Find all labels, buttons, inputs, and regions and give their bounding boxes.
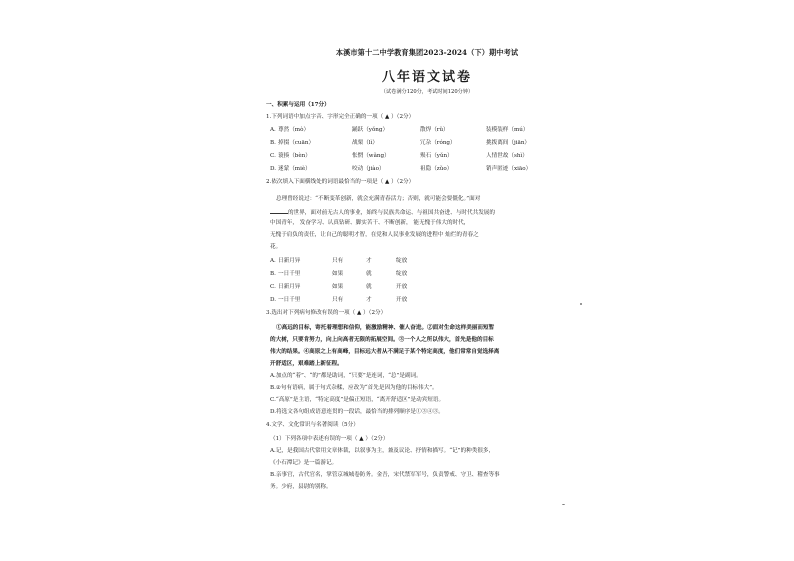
- q2-passage-line: 无愧于肩负的责任，让自己的聪明才智，在党和人民事业发展的进程中 灿烂的青春之: [270, 232, 479, 238]
- q3-option-d: D.将选文各句组成语意连贯的一段话，最恰当的排列顺序是①③④③。: [270, 409, 444, 415]
- q2-passage-line: 总理曾经说过：“不断变革创新，就会充满青春活力；否则，就可能会要僵化。”面对: [276, 196, 481, 202]
- school-header: 本溪市第十二中学教育集团2023-2024（下）期中考试: [335, 48, 519, 57]
- q4-heading: 4.文学、文化常识与名著阅读（5分）: [266, 422, 359, 428]
- q1-stem: 1.下列词语中加点字音、字形完全正确的一项（ ▲ ）（2分）: [266, 114, 415, 120]
- q2-passage-line: 中国青年， 发奋学习、认真钻研、脚实苦干、不断创新， 能无愧于伟大的时代，: [270, 220, 470, 226]
- scan-speck: [580, 303, 582, 305]
- q4-sub1-stem: （1）下列各项中表述有误的一项（ ▲ ）（2分）: [270, 436, 389, 442]
- q4-option-line: A.记，是我国古代常用文章体裁，以叙事为主，兼及议论、抒情和描写。“记”的种类很多，: [270, 448, 495, 454]
- scan-speck: [562, 504, 565, 505]
- q2-passage-line: 的世界，面对前无古人的事业，始终与民族共命运、与祖国共奋进、与时代共发展的: [270, 208, 495, 217]
- q2-passage-line: 花。: [270, 244, 282, 250]
- exam-sheet: 本溪市第十二中学教育集团2023-2024（下）期中考试 八年语文试卷 （试卷满分120分，考试时间120分钟） 一、积累与运用（17分） 1.下列词语中加点字音、字形完全正确的一项（ ▲ ）（2分） A. 尊然（mò） 踊跃（yǒng） 散焊（rǔ） 装模装样（mú） B. 掉掇（cuān） 战栗（lì） 冗杂（róng） 挑拨离间（jiān） C. 蓑揍（bèn） 怅惘（wǎng） 殒石（yǔn） 人情世故（shì） D. 迷蒙（miè） 咬动（jiào） 祖隐（zǔo） 销声匿迹（xiāo） 2.依次填入下面横线处的词语最恰当的一项是（ ▲ ）（2分） 总理曾经说过：“不断变革创新，就会充满青春活力；否则，就可能会要僵化。”面对 的世界，面对前无古人的事业，始终与民族共命运、与祖国共奋进、与时代共发展的 中国青年， 发奋学习、认真钻研、脚实苦干、不断创新， 能无愧于伟大的时代， 无愧于肩负的责任，让自己的聪明才智，在党和人民事业发展的进程中 灿烂的青春之 花。 A. 日新月异 只有 才 绽放 B. 一日千里 如果 就 绽放 C. 日新月异 如果 就 开放 D. 一日千里 只有 才 开放 3.选出对下列病句修改有误的一项（ ▲ ）（2分） ①高远的目标，寄托着理想和信仰，能激励精神、催人奋进。②面对生命这样美丽而短暂 的大树，只要肯努力，向上向高者无限的拓展空间。③一个人之所以伟大，首先是他的目标 伟大的结果。④高原之上有高峰，目标远大者从不满足于某个特定高度，他们常常自觉选择离 开舒适区，艰难踏上新征程。 A.加点的“着”、“的”都是助词，“只要”是连词，“总”是副词。 B.②句有语病，属于句式杂糅，应改为“首先是因为他的目标伟大”。 C.“高原”是主语，“特定高度”是偏正短语，“离开舒适区”是动宾短语。 D.将选文各句组成语意连贯的一段话，最恰当的排列顺序是①③④③。 4.文学、文化常识与名著阅读（5分） （1）下列各项中表述有误的一项（ ▲ ）（2分） A.记，是我国古代常用文章体裁，以叙事为主，兼及议论、抒情和描写。“记”的种类很多， 《小石潭记》是一篇游记。 B.亲事官，古代官名，掌管京城城卷防务。金吾，宋代禁军军号，负责警戒、守卫、稽查等事 务。少府，县尉的别称。: [262, 48, 588, 518]
- q3-passage-line: ①高远的目标，寄托着理想和信仰，能激励精神、催人奋进。②面对生命这样美丽而短暂: [276, 325, 495, 331]
- q3-option-c: C.“高原”是主语，“特定高度”是偏正短语，“离开舒适区”是动宾短语。: [270, 397, 445, 403]
- q3-passage-line: 开舒适区，艰难踏上新征程。: [270, 361, 343, 367]
- q3-option-b: B.②句有语病，属于句式杂糅，应改为“首先是因为他的目标伟大”。: [270, 385, 438, 391]
- section-heading-1: 一、积累与运用（17分）: [266, 102, 330, 108]
- q4-option-line: B.亲事官，古代官名，掌管京城城卷防务。金吾，宋代禁军军号，负责警戒、守卫、稽查等事: [270, 472, 500, 478]
- q3-passage-line: 的大树，只要肯努力，向上向高者无限的拓展空间。③一个人之所以伟大，首先是他的目标: [270, 337, 494, 343]
- q3-stem: 3.选出对下列病句修改有误的一项（ ▲ ）（2分）: [266, 310, 387, 316]
- exam-note: （试卷满分120分，考试时间120分钟）: [380, 89, 474, 95]
- q4-option-line: 务。少府，县尉的别称。: [270, 484, 332, 490]
- q3-passage-line: 伟大的结果。④高原之上有高峰，目标远大者从不满足于某个特定高度，他们常常自觉选择离: [270, 349, 500, 355]
- fill-blank: [270, 208, 288, 214]
- exam-title: 八年语文试卷: [381, 70, 472, 85]
- q3-option-a: A.加点的“着”、“的”都是助词，“只要”是连词，“总”是副词。: [270, 373, 422, 379]
- q2-stem: 2.依次填入下面横线处的词语最恰当的一项是（ ▲ ）（2分）: [266, 179, 415, 185]
- q4-option-line: 《小石潭记》是一篇游记。: [270, 460, 338, 466]
